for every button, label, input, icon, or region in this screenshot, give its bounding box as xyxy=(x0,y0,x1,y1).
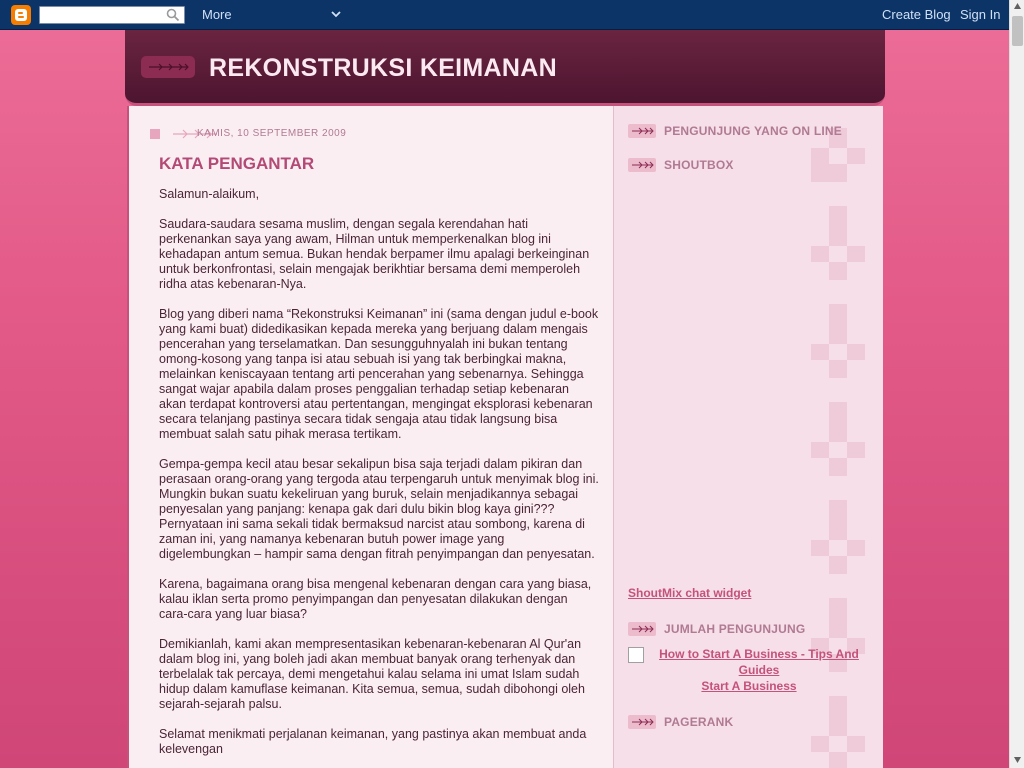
widget-shoutbox xyxy=(628,158,734,172)
post-paragraph: Demikianlah, kami akan mempresentasikan kebenaran-kebenaran Al Qur'an dalam blog ini, yang boleh jadi akan membuat banyak orang terhenyak dan terbelalak tak percaya, demi mengetahui kalau selama ini umat Islam sudah hidup dalam kamuflase keimanan. Kita semua, semua, sudah dibohongi oleh sejarah-sejarah palsu. xyxy=(159,637,585,711)
widget-online-visitors xyxy=(628,124,842,138)
shoutmix-link[interactable]: ShoutMix chat widget xyxy=(628,586,752,600)
widget-arrow-icon xyxy=(628,715,656,729)
widget-arrow-icon xyxy=(628,124,656,138)
more-menu[interactable]: More xyxy=(202,7,232,22)
post-paragraph: Blog yang diberi nama “Rekonstruksi Keimanan” ini (sama dengan judul e-book yang kami buat) didedikasikan kepada mereka yang berjuang dalam mengais pencerahan yang terselamatkan. Dan sesungguhnyalah ini bukan tentang omong-kosong yang tanpa isi atau sebuah isi yang tak berbingkai makna, melainkan keniscayaan tentang arti pencerahan yang sebenarnya. Sehingga sangat wajar apabila dalam proses penggalian terhadap setiap kebenaran akan terdapat kontroversi atau pertentangan, mengingat eksplorasi kebenaran secara telanjang pastinya secara tidak sengaja atau tidak langsung bisa membuat salah satu pihak merasa tertikam. xyxy=(159,307,599,441)
vertical-scrollbar[interactable] xyxy=(1009,0,1024,768)
broken-image-icon xyxy=(628,647,644,663)
scroll-up-arrow-icon[interactable] xyxy=(1013,2,1022,10)
scroll-down-arrow-icon[interactable] xyxy=(1013,756,1022,764)
search-input[interactable] xyxy=(39,6,185,24)
start-business-link[interactable]: Start A Business xyxy=(701,679,797,693)
post-paragraph: Salamun-alaikum, xyxy=(159,187,260,201)
blogger-logo-icon[interactable] xyxy=(11,5,31,25)
widget-title: PENGUNJUNG YANG ON LINE xyxy=(664,124,842,138)
scrollbar-thumb[interactable] xyxy=(1012,16,1023,46)
sidebar xyxy=(614,106,883,768)
main-column xyxy=(129,106,614,768)
widget-arrow-icon xyxy=(628,158,656,172)
widget-visitor-count xyxy=(628,622,805,636)
chevron-down-icon[interactable] xyxy=(330,9,342,19)
create-blog-link[interactable]: Create Blog xyxy=(882,7,951,22)
blog-header xyxy=(125,30,885,106)
business-tips-link[interactable]: How to Start A Business - Tips And Guides xyxy=(659,647,859,677)
post-paragraph: Gempa-gempa kecil atau besar sekalipun bisa saja terjadi dalam pikiran dan perasaan orang-orang yang tergoda atau terpengaruh untuk menyimak blog ini. Mungkin bukan suatu kekeliruan yang buruk, selain menjadikannya sebagai penyesalan yang panjang: kenapa gak dari dulu bikin blog kaya gini??? Pernyataan ini sama sekali tidak bermaksud narcist atau sombong, karena di zaman ini, yang namanya kebenaran butuh power image yang digelembungkan – hampir sama dengan fitrah penyimpangan dan penyesatan. xyxy=(159,457,599,561)
header-arrow-decoration xyxy=(141,56,195,78)
blog-title[interactable]: REKONSTRUKSI KEIMANAN xyxy=(209,54,557,82)
post-body xyxy=(159,187,599,768)
post-title[interactable]: KATA PENGANTAR xyxy=(159,154,315,173)
sign-in-link[interactable]: Sign In xyxy=(960,7,1001,22)
post-paragraph: Selamat menikmati perjalanan keimanan, yang pastinya akan membuat anda kelevengan xyxy=(159,727,587,756)
search-icon[interactable] xyxy=(166,8,180,22)
blogger-navbar xyxy=(0,0,1009,30)
date-marker-square xyxy=(150,129,160,139)
content-container xyxy=(127,106,883,768)
post-paragraph: Saudara-saudara sesama muslim, dengan segala kerendahan hati perkenankan saya yang awam, Hilman untuk memperkenalkan blog ini kehadapan antum semua. Bukan hendak berpamer ilmu apalagi berkeinginan untuk berkonfrontasi, selain mengajak berikhtiar bersama demi memperoleh ridha atas kebenaran-Nya. xyxy=(159,217,590,291)
widget-title: SHOUTBOX xyxy=(664,158,734,172)
widget-arrow-icon xyxy=(628,622,656,636)
post-paragraph: Karena, bagaimana orang bisa mengenal kebenaran dengan cara yang biasa, kalau iklan serta promo penyimpangan dan penyesatan dilakukan dengan cara-cara yang luar biasa? xyxy=(159,577,592,621)
widget-title: PAGERANK xyxy=(664,715,734,729)
widget-pagerank xyxy=(628,715,733,729)
widget-title: JUMLAH PENGUNJUNG xyxy=(664,622,806,636)
post-date: KAMIS, 10 SEPTEMBER 2009 xyxy=(197,128,347,139)
